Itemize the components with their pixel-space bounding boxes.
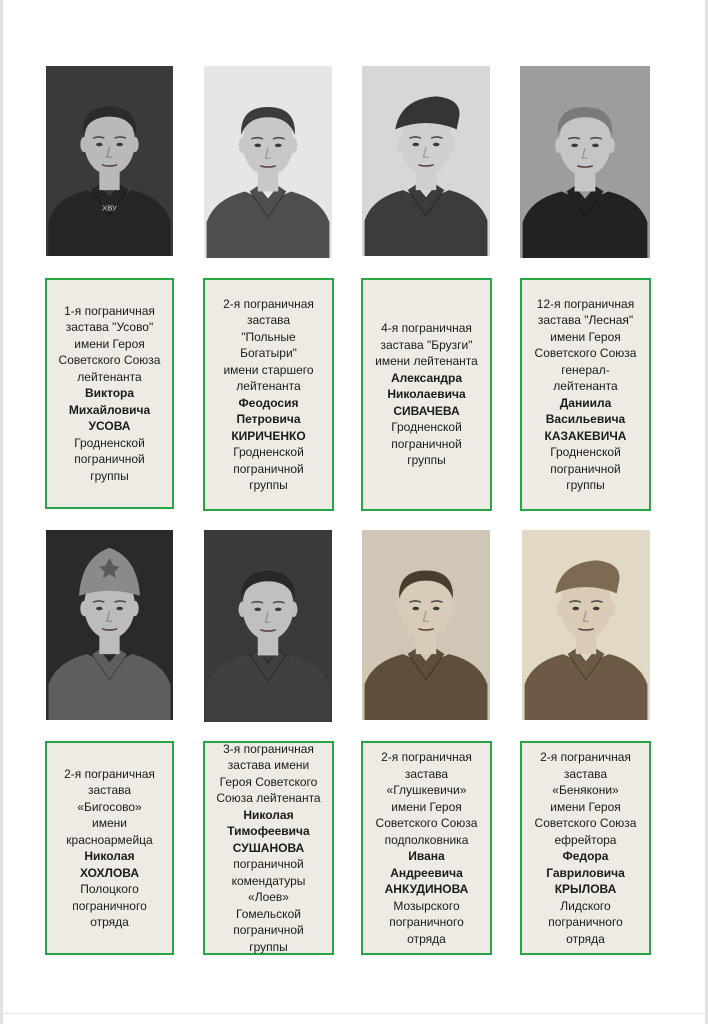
caption-text — [535, 296, 637, 494]
caption-line: Гродненской — [74, 435, 145, 450]
caption-line: отряда — [566, 931, 605, 946]
caption-line: 3-я пограничная — [223, 741, 314, 756]
hero-name-line: КИРИЧЕНКО — [231, 428, 306, 443]
caption-line: Советского Союза — [534, 816, 637, 830]
caption-line: Советского Союза — [534, 346, 637, 360]
caption-text — [535, 749, 637, 947]
caption-line: пограничной — [233, 857, 304, 872]
caption-text — [376, 749, 478, 947]
hero-name-line: ХОХЛОВА — [79, 865, 140, 880]
hero-name-line: Андреевича — [390, 865, 463, 880]
caption-line: имени Героя — [74, 336, 145, 351]
caption-line: имени лейтенанта — [375, 354, 478, 369]
page-edge-left — [0, 0, 3, 1024]
caption-line: застава имени — [227, 758, 310, 773]
caption-line: "Польные — [241, 329, 296, 344]
caption-line: имени — [92, 816, 127, 830]
caption-line: Гомельской — [236, 906, 301, 921]
caption-line: лейтенанта — [236, 379, 301, 393]
caption-text — [223, 296, 314, 494]
portrait-photo-1 — [46, 66, 173, 256]
caption-line: 2-я пограничная — [540, 750, 631, 764]
hero-name-line: Феодосия — [238, 395, 299, 410]
caption-line: группы — [566, 478, 605, 492]
caption-line: пограничной — [391, 436, 462, 451]
caption-line: Полоцкого — [80, 882, 139, 896]
caption-line: Мозырского — [393, 898, 460, 913]
hero-name-line: КАЗАКЕВИЧА — [544, 428, 627, 443]
caption-card-7 — [361, 741, 492, 955]
caption-line: «Бигосово» — [77, 799, 142, 814]
caption-line: застава — [246, 313, 291, 327]
caption-line: имени старшего — [223, 362, 314, 377]
caption-card-2 — [203, 278, 334, 511]
caption-card-4 — [520, 278, 651, 511]
caption-text — [64, 766, 155, 931]
caption-line: имени Героя — [550, 329, 621, 344]
caption-line: Лидского — [560, 898, 611, 913]
caption-line: группы — [407, 453, 446, 468]
hero-name-line: Николая — [84, 849, 135, 863]
caption-line: 2-я пограничная — [64, 766, 155, 781]
hero-name-line: Николая — [243, 807, 294, 822]
caption-line: 4-я пограничная — [381, 321, 472, 336]
caption-text — [59, 303, 161, 485]
hero-name-line: Даниила — [559, 395, 612, 410]
caption-line: Гродненской — [391, 420, 462, 435]
caption-line: застава — [87, 783, 132, 797]
portrait-photo-3 — [362, 66, 490, 256]
hero-name-line: КРЫЛОВА — [554, 882, 617, 896]
hero-name-line: Тимофеевича — [227, 824, 310, 839]
collar-letters: ХВУ — [102, 203, 117, 213]
caption-line: застава "Лесная" — [537, 313, 634, 327]
caption-line: имени Героя — [550, 799, 621, 814]
hero-name-line: Ивана — [408, 849, 445, 863]
caption-line: «Бенякони» — [552, 783, 619, 797]
caption-text — [375, 320, 478, 469]
caption-line: застава "Брузги" — [380, 337, 473, 352]
hero-name-line: Васильевича — [545, 412, 626, 426]
caption-card-6 — [203, 741, 334, 955]
caption-line: пограничного — [548, 915, 623, 929]
caption-line: 2-я пограничная — [381, 750, 472, 764]
caption-line: 2-я пограничная — [223, 296, 314, 311]
caption-line: пограничного — [389, 915, 464, 929]
portrait-photo-2 — [204, 66, 332, 258]
caption-line: группы — [249, 939, 288, 954]
hero-name-line: Михайловича — [68, 402, 151, 417]
caption-line: «Лоев» — [248, 890, 289, 905]
caption-text — [216, 741, 320, 956]
caption-line: Богатыри" — [240, 346, 297, 360]
caption-line: лейтенанта — [553, 379, 618, 393]
caption-card-8 — [520, 741, 651, 955]
hero-name-line: Виктора — [84, 386, 135, 401]
caption-line: ефрейтора — [554, 832, 617, 847]
caption-line: комендатуры — [231, 873, 306, 888]
caption-card-5 — [45, 741, 174, 955]
caption-line: пограничной — [74, 452, 145, 467]
portrait-photo-5 — [46, 530, 173, 720]
hero-name-line: Николаевича — [387, 387, 466, 402]
caption-line: застава — [563, 766, 608, 781]
caption-line: пограничного — [72, 898, 147, 913]
hero-name-line: СУШАНОВА — [232, 840, 305, 855]
hero-name-line: Александра — [390, 370, 462, 385]
hero-name-line: Федора — [562, 849, 609, 863]
hero-name-line: СИВАЧЕВА — [393, 403, 460, 418]
caption-line: группы — [90, 468, 129, 483]
caption-line: Героя Советского — [219, 774, 318, 789]
page-bottom-line — [0, 1013, 708, 1014]
caption-line: Гродненской — [550, 445, 621, 459]
caption-line: лейтенанта — [77, 369, 142, 384]
caption-line: группы — [249, 478, 288, 492]
hero-name-line: УСОВА — [88, 419, 131, 434]
caption-line: «Глушкевичи» — [386, 783, 467, 797]
caption-card-1 — [45, 278, 174, 509]
caption-line: генерал- — [561, 362, 610, 377]
caption-line: Советского Союза — [375, 816, 478, 830]
caption-card-3 — [361, 278, 492, 511]
caption-line: застава "Усово" — [65, 320, 154, 335]
hero-name-line: Петровича — [236, 412, 301, 426]
portrait-photo-8 — [522, 530, 650, 720]
caption-line: пограничной — [550, 461, 621, 476]
portrait-photo-7 — [362, 530, 490, 720]
caption-line: отряда — [90, 915, 129, 929]
caption-line: 12-я пограничная — [536, 296, 635, 311]
caption-line: пограничной — [233, 461, 304, 476]
caption-line: застава — [404, 766, 449, 781]
portrait-photo-6 — [204, 530, 332, 722]
caption-line: Союза лейтенанта — [216, 791, 321, 806]
hero-name-line: Гавриловича — [546, 865, 625, 880]
hero-name-line: АНКУДИНОВА — [384, 882, 469, 896]
caption-line: имени Героя — [391, 799, 462, 814]
caption-line: 1-я пограничная — [64, 303, 155, 318]
caption-line: Гродненской — [233, 445, 304, 459]
caption-line: подполковника — [384, 832, 469, 847]
caption-line: красноармейца — [66, 832, 153, 847]
caption-line: Советского Союза — [58, 353, 161, 368]
portrait-photo-4 — [520, 66, 650, 258]
caption-line: отряда — [407, 931, 446, 946]
caption-line: пограничной — [233, 923, 304, 938]
